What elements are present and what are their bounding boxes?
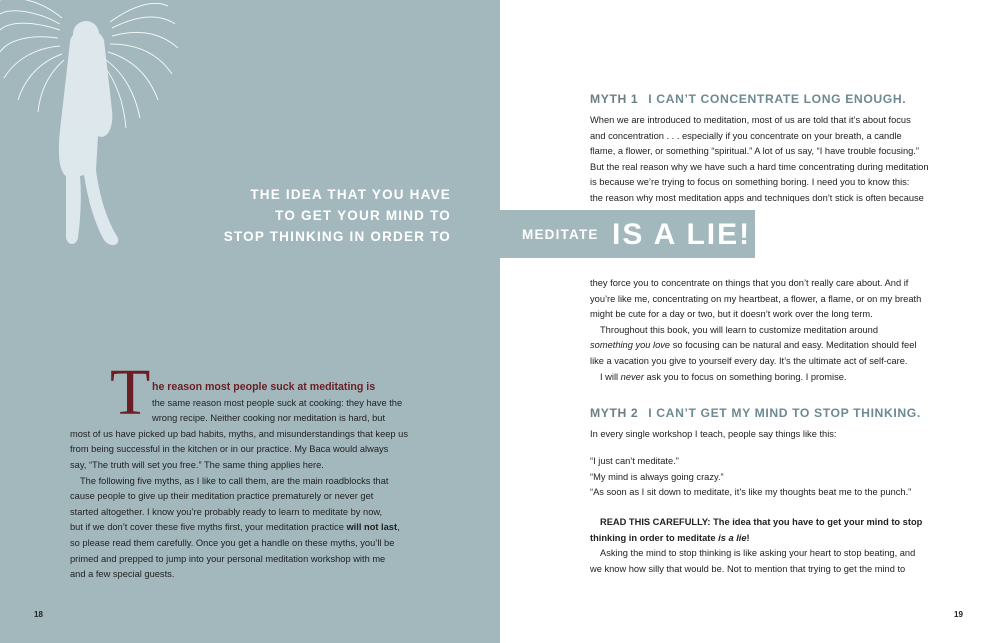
text-line: and a few special guests. [70, 569, 175, 580]
pull-quote-left [175, 184, 451, 247]
emphasis: never [620, 371, 644, 382]
quote: “My mind is always going crazy.” [590, 471, 724, 482]
text-line: The following five myths, as I like to call them, are the main roadblocks that [80, 475, 389, 486]
text-line: we know how silly that would be. Not to mention that trying to get the mind to [590, 563, 906, 574]
myth-title: I CAN’T CONCENTRATE LONG ENOUGH. [648, 92, 907, 106]
text-line: the reason why most meditation apps and techniques don’t stick is often because [590, 192, 924, 203]
text-line: the same reason most people suck at cooking: they have the [152, 397, 403, 408]
quote: “I just can’t meditate.” [590, 456, 679, 466]
emphasis: is a lie [718, 532, 747, 543]
quote-list [590, 454, 911, 501]
text-line: When we are introduced to meditation, most of us are told that it’s about focus [590, 115, 911, 125]
page-number-left: 18 [34, 610, 43, 619]
myth-2-intro: In every single workshop I teach, people say things like this: [590, 429, 837, 439]
myth-1-heading [590, 92, 906, 106]
pull-quote-line: THE IDEA THAT YOU HAVE [250, 187, 451, 202]
callout-meditate: MEDITATE [522, 227, 599, 242]
text-line: they force you to concentrate on things that you don’t really care about. And if [590, 278, 909, 288]
text-line: READ THIS CAREFULLY: The idea that you have to get your mind to stop [600, 517, 923, 527]
text-line: like a vacation you give to yourself every day. It’s the ultimate act of self-care. [590, 355, 908, 366]
pull-quote-line: STOP THINKING IN ORDER TO [223, 229, 451, 244]
text-line: might be cute for a day or two, but it doesn’t work over the long term. [590, 309, 873, 320]
text-line: but if we don’t cover these five myths first, your meditation practice will not last, [70, 522, 400, 533]
intro-text [70, 380, 408, 583]
text-line: and concentration . . . especially if you concentrate on your breath, a candle [590, 130, 902, 141]
text-line: you’re like me, concentrating on my heartbeat, a flower, a flame, or on my breath [590, 293, 922, 304]
text-line: cause people to give up their meditation practice prematurely or never get [70, 491, 374, 502]
text-line: something you love so focusing can be natural and easy. Meditation should feel [590, 340, 917, 351]
myth-number: MYTH 2 [590, 406, 639, 420]
emphasis: something you love [590, 340, 671, 351]
text-line: so please read them carefully. Once you get a handle on these myths, you’ll be [70, 537, 395, 548]
text-line: primed and prepped to jump into your personal meditation workshop with me [70, 553, 386, 564]
myth-1-text-top [590, 113, 929, 207]
quote: “As soon as I sit down to meditate, it’s like my thoughts beat me to the punch.” [590, 487, 912, 498]
angel-figure-illustration [0, 0, 200, 260]
emphasis: will not last [346, 522, 398, 533]
pull-quote-line: TO GET YOUR MIND TO [275, 208, 451, 223]
text-line: most of us have picked up bad habits, myths, and misunderstandings that keep us [70, 428, 408, 439]
myth-2-heading [590, 406, 921, 420]
text-line: started altogether. I know you’re probably ready to learn to meditate by now, [70, 506, 383, 517]
myth-title: I CAN’T GET MY MIND TO STOP THINKING. [648, 406, 921, 420]
text-line: wrong recipe. Neither cooking nor meditation is hard, but [152, 413, 386, 424]
lead-in: he reason most people suck at meditating is [152, 381, 376, 393]
myth-1-text-bottom [590, 276, 921, 385]
text-line: Throughout this book, you will learn to customize meditation around [600, 324, 879, 335]
text-line: But the real reason why we have such a hard time concentrating during meditation [590, 161, 929, 172]
text-line: is because we’re trying to focus on something boring. I need you to know this: [590, 177, 910, 188]
text-line: from being successful in the kitchen or in our practice. My Baca would always [70, 444, 389, 455]
text-line: I will never ask you to focus on something boring. I promise. [600, 371, 847, 382]
text-line: flame, a flower, or something “spiritual.” A lot of us say, “I have trouble focusing.” [590, 146, 919, 157]
myth-number: MYTH 1 [590, 92, 639, 106]
text-line: say, “The truth will set you free.” The same thing applies here. [70, 459, 324, 470]
callout-is-a-lie: IS A LIE! [612, 218, 752, 251]
myth-2-text [590, 515, 922, 577]
drop-cap: T [110, 356, 151, 429]
text-line: Asking the mind to stop thinking is like asking your heart to stop beating, and [600, 548, 916, 559]
text-line: thinking in order to meditate is a lie! [590, 532, 750, 543]
page-number-right: 19 [954, 610, 963, 619]
